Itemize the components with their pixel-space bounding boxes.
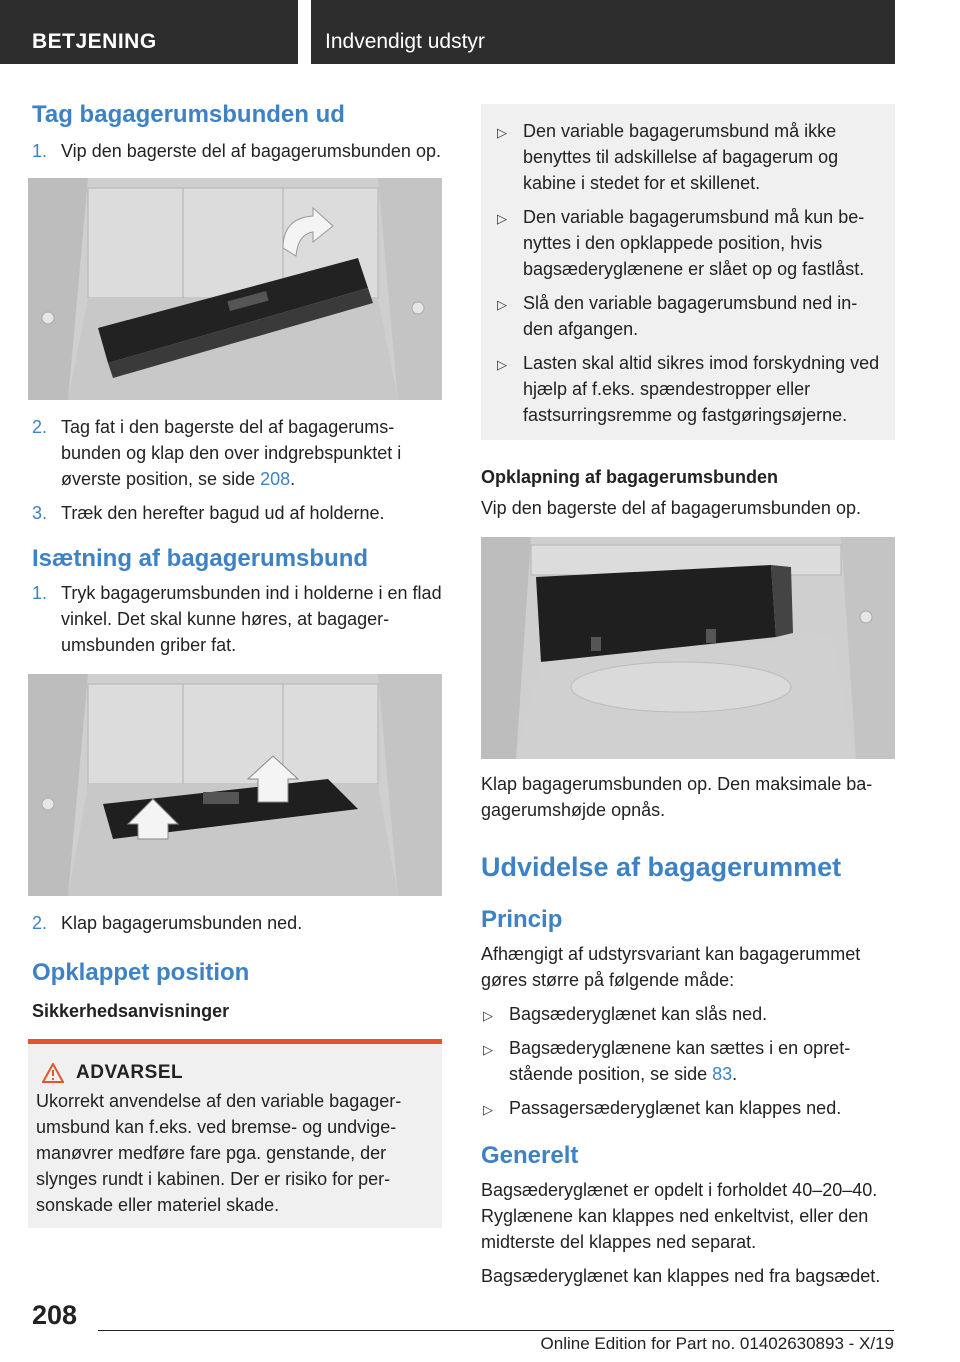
step-text: Tag fat i den bagerste del af bagagerumsbunden og klap den over indgrebspunktet i øverste position, se side — [61, 417, 402, 489]
bullet-triangle-icon: ▷ — [483, 1042, 493, 1058]
safety-heading: Sikkerhedsanvisninger — [32, 1001, 230, 1021]
step-number: 2. — [32, 417, 48, 437]
warning-title — [36, 1062, 434, 1084]
footer-edition: Online Edition for Part no. 01402630893 - X/19 — [540, 1334, 894, 1353]
fold-up-text: Vip den bagerste del af bagagerumsbunden op. — [481, 498, 861, 519]
header-chapter-title: Indvendigt udstyr — [325, 30, 485, 53]
general-paragraph-1: Bagsæderyglænet er opdelt i forholdet 40–20–40. Ryglænene kan klappes ned enkeltvist, eller den midterste del klappes ned separat. — [481, 1180, 878, 1253]
bullet-triangle-icon: ▷ — [497, 297, 507, 312]
page-header — [0, 0, 960, 64]
step-number: 1. — [32, 141, 48, 161]
list-item — [32, 910, 446, 936]
step-text: Vip den bagerste del af bagagerumsbunden op. — [61, 141, 441, 161]
section-title-insert-floor: Isætning af bagagerumsbund — [32, 545, 369, 572]
list-item: ▷ Bagsæderyglænene kan sættes i en opretstående position, se side 83. — [483, 1038, 851, 1085]
step-text: Klap bagagerumsbunden ned. — [61, 913, 303, 933]
section-title-general: Generelt — [481, 1142, 579, 1170]
right-column — [481, 100, 895, 1289]
list-item: ▷ Lasten skal altid sikres imod forskydning ved hjælp af f.eks. spændestropper eller fastsurringsremme og fastgøringsøjerne. — [497, 353, 880, 425]
bullet-triangle-icon: ▷ — [497, 211, 507, 226]
list-item: 2. Tag fat i den bagerste del af bagagerumsbunden og klap den over indgrebspunktet i øverste position, se side 208. — [32, 414, 446, 492]
trunk-floor-insert-illustration — [28, 674, 442, 896]
section-title-raised-position: Opklappet position — [32, 959, 250, 986]
list-item: ▷ Den variable bagagerumsbund må kun benyttes i den opklappede position, hvis bagsæderyglænene er slået op og fastlåst. — [497, 207, 865, 279]
list-item: ▷ Passagersæderyglænet kan klappes ned. — [481, 1095, 895, 1121]
list-item — [32, 138, 446, 164]
list-item: ▷ Den variable bagagerumsbund må ikke benyttes til adskillelse af bagagerum og kabine i stedet for et skillenet. — [497, 121, 839, 193]
list-item — [32, 500, 446, 526]
trunk-floor-raised-illustration — [28, 178, 442, 400]
photo-inserting-floor — [28, 674, 442, 896]
photo-lifting-floor — [28, 178, 442, 400]
general-paragraph-2: Bagsæderyglænet kan klappes ned fra bagsædet. — [481, 1266, 881, 1287]
warning-label: ADVARSEL — [76, 1062, 184, 1084]
fold-up-result-text: Klap bagagerumsbunden op. Den maksimale bagagerumshøjde opnås. — [481, 774, 873, 821]
trunk-floor-up-illustration — [481, 537, 895, 759]
footer-divider — [98, 1330, 894, 1331]
warning-box — [28, 1039, 442, 1228]
step-number: 1. — [32, 583, 48, 603]
left-column — [32, 100, 446, 1228]
step-text: Træk den herefter bagud ud af holderne. — [61, 503, 385, 523]
list-item: ▷ Slå den variable bagagerumsbund ned inden afgangen. — [497, 293, 858, 339]
section-title-expand-trunk: Udvidelse af bagagerummet — [481, 852, 842, 883]
warning-text: Ukorrekt anvendelse af den variable bagagerumsbund kan f.eks. ved bremse- og undvigemanøvrer medføre fare pga. genstande, der slynges rundt i kabinen. Der er risiko for personskade eller materiel skade. — [36, 1091, 402, 1216]
list-item — [32, 580, 446, 658]
photo-floor-raised — [481, 537, 895, 759]
safety-notes-box — [481, 104, 895, 440]
section-title-remove-floor: Tag bagagerumsbunden ud — [32, 101, 345, 128]
step-number: 3. — [32, 503, 48, 523]
section-title-principle: Princip — [481, 906, 563, 934]
page-link-83[interactable]: 83 — [712, 1064, 733, 1085]
bullet-triangle-icon: ▷ — [483, 1102, 493, 1118]
page-number: 208 — [32, 1300, 78, 1330]
bullet-triangle-icon: ▷ — [497, 125, 507, 140]
bullet-triangle-icon: ▷ — [483, 1008, 493, 1024]
bullet-triangle-icon: ▷ — [497, 357, 507, 372]
header-chapter-tab — [311, 0, 895, 64]
header-section-tab: BETJENING — [0, 0, 298, 64]
warning-triangle-icon — [42, 1063, 64, 1083]
step-text: Tryk bagagerumsbunden ind i holderne i en flad vinkel. Det skal kunne høres, at bagagerumsbunden griber fat. — [61, 583, 442, 655]
principle-text: Afhængigt af udstyrsvariant kan bagagerummet gøres større på følgende måde: — [481, 944, 861, 991]
page-link-208[interactable]: 208 — [260, 469, 291, 489]
step-number: 2. — [32, 913, 48, 933]
fold-up-heading: Opklapning af bagagerumsbunden — [481, 467, 779, 487]
list-item: ▷ Bagsæderyglænet kan slås ned. — [481, 1001, 895, 1027]
